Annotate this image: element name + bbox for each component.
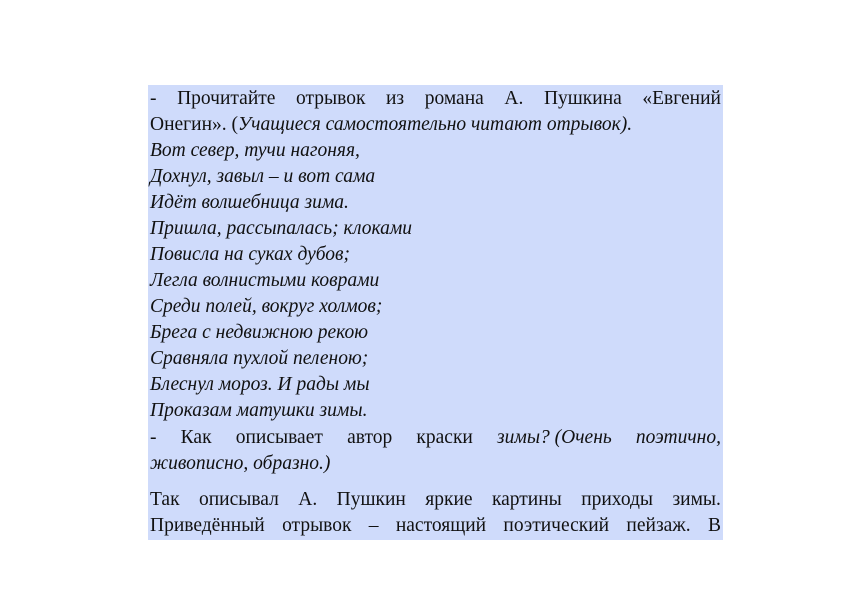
question-word: - [150, 427, 157, 448]
intro-word: отрывок [296, 88, 366, 109]
poem-line: Брега с недвижною рекою [150, 322, 369, 343]
poem-line: Пришла, рассыпалась; клоками [150, 218, 413, 239]
conclusion-word: отрывок [282, 515, 352, 536]
intro-text: Онегин». ( [150, 114, 239, 135]
intro-word: из [386, 88, 405, 109]
conclusion-word: яркие [425, 489, 473, 510]
poem-line: Блеснул мороз. И рады мы [150, 374, 370, 395]
conclusion-word: Так [150, 489, 180, 510]
question-word: автор [347, 427, 393, 448]
poem-line: Вот север, тучи нагоняя, [150, 140, 360, 161]
conclusion-word: картины [491, 489, 562, 510]
conclusion-word: приходы [581, 489, 654, 510]
poem-line: Проказам матушки зимы. [150, 400, 368, 421]
intro-word: Прочитайте [177, 88, 276, 109]
intro-italic-note: Учащиеся самостоятельно читают отрывок). [238, 114, 633, 135]
conclusion-word: А. [298, 489, 318, 510]
question-answer-word: поэтично, [635, 427, 721, 448]
conclusion-word: настоящий [395, 515, 487, 536]
intro-word: романа [424, 88, 484, 109]
intro-word: «Евгений [642, 88, 721, 109]
conclusion-word: пейзаж. [626, 515, 691, 536]
intro-line-2 [150, 112, 721, 138]
conclusion-word: поэтический [503, 515, 610, 536]
conclusion-word: зимы. [672, 489, 721, 510]
highlighted-text-box [148, 85, 723, 540]
poem-line: Сравняла пухлой пеленою; [150, 348, 369, 369]
question-line-1 [150, 425, 721, 451]
question-line-2: живописно, образно.) [150, 453, 331, 474]
intro-word: - [150, 88, 157, 109]
question-word: Как [180, 427, 212, 448]
intro-word: Пушкина [543, 88, 622, 109]
question-word: описывает [235, 427, 323, 448]
poem-line: Повисла на суках дубов; [150, 244, 350, 265]
poem-line: Идёт волшебница зима. [150, 192, 349, 213]
poem-line: Легла волнистыми коврами [150, 270, 380, 291]
question-word: краски [416, 427, 473, 448]
conclusion-line-1 [150, 487, 721, 513]
poem-line: Среди полей, вокруг холмов; [150, 296, 383, 317]
conclusion-line-2 [150, 513, 721, 539]
conclusion-word: Пушкин [336, 489, 406, 510]
conclusion-word: описывал [198, 489, 279, 510]
conclusion-word: – [368, 515, 379, 536]
question-answer-word: зимы? (Очень [497, 427, 612, 448]
poem-line: Дохнул, завыл – и вот сама [150, 166, 376, 187]
intro-line-1 [150, 86, 721, 112]
conclusion-word: Приведённый [150, 515, 265, 536]
intro-word: А. [504, 88, 524, 109]
conclusion-word: В [707, 515, 721, 536]
